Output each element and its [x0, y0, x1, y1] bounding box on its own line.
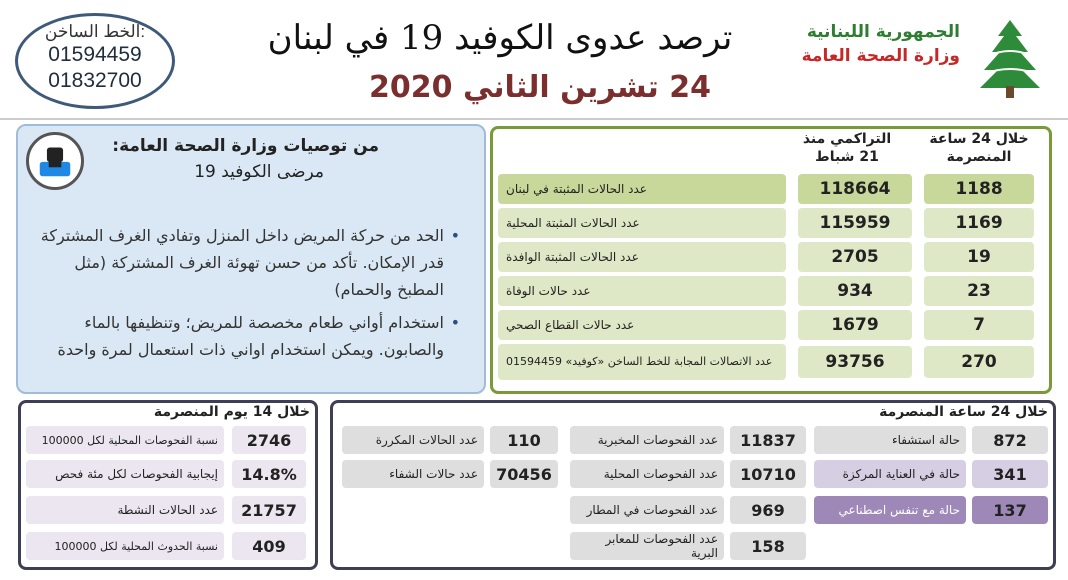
stat-24h: 23	[924, 276, 1034, 306]
stat-24h: 270	[924, 346, 1034, 378]
recommendation-item: • استخدام أواني طعام مخصصة للمريض؛ وتنظيفها بالماء والصابون. ويمكن استخدام اواني ذات استعمال لمرة واحدة	[40, 309, 460, 363]
metric-value: 14.8%	[232, 460, 306, 488]
cedar-logo-icon	[968, 16, 1053, 101]
tests-value: 11837	[730, 426, 806, 454]
hospital-value: 341	[972, 460, 1048, 488]
hospital-value: 872	[972, 426, 1048, 454]
metric-value: 409	[232, 532, 306, 560]
hotline-number-2: 01832700	[48, 69, 142, 92]
stat-label: عدد الاتصالات المجابة للخط الساخن «كوفيد» 01594459	[498, 344, 786, 380]
report-date: 24 تشرين الثاني 2020	[369, 70, 711, 105]
other-label: عدد الحالات المكررة	[342, 426, 484, 454]
recommendation-item: • الحد من حركة المريض داخل المنزل وتفادي الغرف المشتركة قدر الإمكان. تأكد من حسن تهوئة الغرف المشتركة (مثل المطبخ والحمام)	[40, 222, 460, 303]
stat-label: عدد الحالات المثبتة المحلية	[498, 208, 786, 238]
tests-label: عدد الفحوصات المحلية	[570, 460, 724, 488]
recommendations-panel	[16, 124, 486, 394]
metric-value: 2746	[232, 426, 306, 454]
ministry-name	[790, 22, 960, 66]
tests-label: عدد الفحوصات المخبرية	[570, 426, 724, 454]
other-value: 110	[490, 426, 558, 454]
hospital-label: حالة استشفاء	[814, 426, 966, 454]
stat-label: عدد حالات القطاع الصحي	[498, 310, 786, 340]
column-header-24h: خلال 24 ساعة المنصرمة	[929, 131, 1029, 165]
republic-label: الجمهورية اللبنانية	[806, 22, 960, 42]
tests-value: 158	[730, 532, 806, 560]
recommendations-subheading: مرضى الكوفيد 19	[194, 162, 324, 182]
hotline-number-1: 01594459	[48, 43, 142, 66]
metric-value: 21757	[232, 496, 306, 524]
column-header-cumulative: التراكمي منذ 21 شباط	[802, 131, 892, 165]
panel-14-heading: خلال 14 يوم المنصرمة	[153, 404, 310, 420]
stat-24h: 19	[924, 242, 1034, 272]
recommendations-heading: من توصيات وزارة الصحة العامة:	[112, 136, 379, 156]
ministry-label: وزارة الصحة العامة	[801, 46, 960, 66]
stat-cumulative: 1679	[798, 310, 912, 340]
panel-24-heading: خلال 24 ساعة المنصرمة	[879, 404, 1048, 420]
metric-label: إيجابية الفحوصات لكل مئة فحص	[26, 460, 224, 488]
page-title: ترصد عدوى الكوفيد 19 في لبنان	[267, 18, 733, 58]
stat-cumulative: 93756	[798, 346, 912, 378]
tests-value: 10710	[730, 460, 806, 488]
stat-cumulative: 115959	[798, 208, 912, 238]
stat-label: عدد الحالات المثبتة الوافدة	[498, 242, 786, 272]
metric-label: نسبة الفحوصات المحلية لكل 100000	[26, 426, 224, 454]
tests-value: 969	[730, 496, 806, 524]
stat-cumulative: 934	[798, 276, 912, 306]
hospital-value: 137	[972, 496, 1048, 524]
metric-label: نسبة الحدوث المحلية لكل 100000	[26, 532, 224, 560]
other-value: 70456	[490, 460, 558, 488]
metric-label: عدد الحالات النشطة	[26, 496, 224, 524]
stat-24h: 7	[924, 310, 1034, 340]
header-divider	[0, 118, 1068, 120]
tests-label: عدد الفحوصات للمعابر البرية	[570, 532, 724, 560]
stat-label: عدد حالات الوفاة	[498, 276, 786, 306]
hospital-label: حالة مع تنفس اصطناعي	[814, 496, 966, 524]
stat-cumulative: 118664	[798, 174, 912, 204]
hotline-title: الخط الساخن:	[44, 22, 146, 41]
hotline-box	[15, 13, 175, 109]
patient-icon	[26, 132, 84, 190]
stat-cumulative: 2705	[798, 242, 912, 272]
tests-label: عدد الفحوصات في المطار	[570, 496, 724, 524]
hospital-label: حالة في العناية المركزة	[814, 460, 966, 488]
stat-24h: 1188	[924, 174, 1034, 204]
other-label: عدد حالات الشفاء	[342, 460, 484, 488]
stat-label: عدد الحالات المثبتة في لبنان	[498, 174, 786, 204]
recommendations-list	[40, 222, 460, 369]
stat-24h: 1169	[924, 208, 1034, 238]
